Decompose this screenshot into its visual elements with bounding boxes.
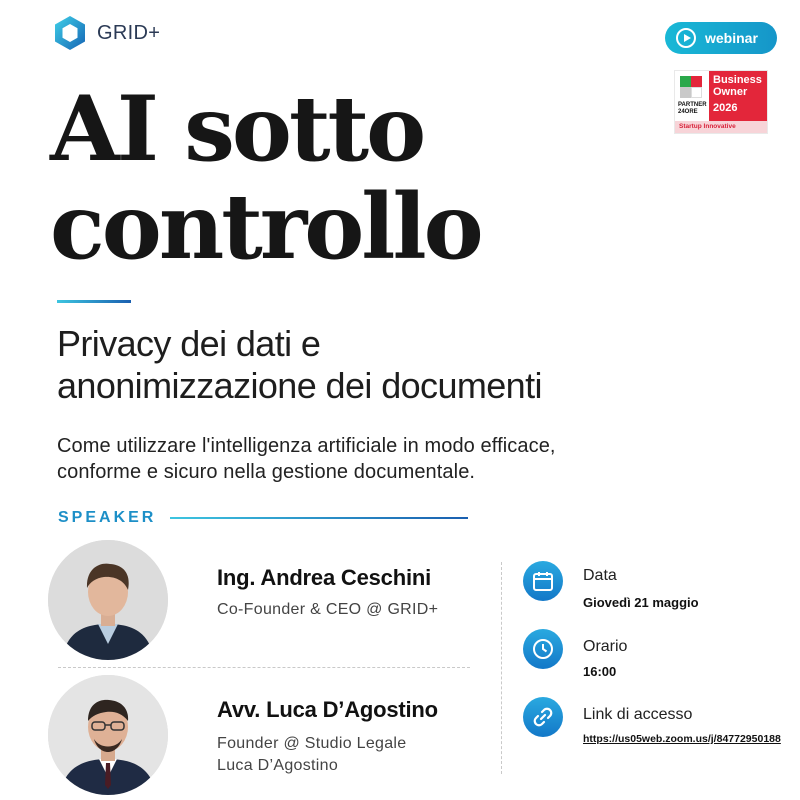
description	[57, 433, 556, 485]
main-title	[50, 76, 481, 280]
date-value: Giovedì 21 maggio	[583, 595, 699, 610]
accent-divider	[57, 300, 131, 303]
brand-logo[interactable]	[51, 14, 160, 52]
date-label: Data	[583, 567, 617, 584]
partner-mark-icon	[680, 76, 702, 98]
hexagon-logo-icon	[51, 14, 89, 52]
partner-small-text: PARTNER 24ORE	[678, 102, 707, 115]
subtitle-line2: anonimizzazione dei documenti	[57, 365, 542, 406]
partner-title-line1: Business	[713, 74, 762, 86]
webinar-badge	[665, 22, 777, 54]
subtitle	[57, 323, 542, 407]
speaker-role	[217, 599, 438, 621]
speaker-photo-avatar	[48, 675, 168, 795]
partner-title-line2: Owner	[713, 86, 748, 98]
calendar-icon	[523, 561, 563, 601]
speaker-name: Avv. Luca D’Agostino	[217, 697, 438, 722]
link-icon	[523, 697, 563, 737]
speaker-heading	[58, 509, 468, 527]
speaker-photo-avatar	[48, 540, 168, 660]
speaker-heading-rule	[170, 517, 468, 519]
clock-icon	[523, 629, 563, 669]
time-label: Orario	[583, 638, 628, 655]
partner-footer: Startup Innovative	[675, 121, 767, 133]
description-line2: conforme e sicuro nella gestione documentale.	[57, 461, 476, 483]
partner-year: 2026	[713, 102, 738, 114]
description-line1: Come utilizzare l'intelligenza artificiale in modo efficace,	[57, 435, 556, 457]
speaker-separator	[58, 667, 470, 668]
speaker-role	[217, 733, 407, 777]
link-label: Link di accesso	[583, 706, 693, 723]
speaker-role-line1: Co-Founder & CEO @ GRID+	[217, 601, 439, 618]
zoom-link[interactable]: https://us05web.zoom.us/j/84772950188	[583, 733, 781, 745]
play-circle-icon	[676, 28, 696, 48]
time-value: 16:00	[583, 664, 617, 679]
speaker-name: Ing. Andrea Ceschini	[217, 565, 432, 590]
speaker-heading-label: SPEAKER	[58, 509, 157, 526]
info-separator	[501, 562, 502, 774]
subtitle-line1: Privacy dei dati e	[57, 323, 321, 364]
main-title-line1: AI sotto	[50, 76, 424, 182]
main-title-line2: controllo	[50, 174, 481, 280]
partner-24ore-badge	[674, 70, 768, 134]
speaker-role-line1: Founder @ Studio Legale	[217, 735, 407, 752]
logo-text: GRID+	[97, 21, 161, 44]
speaker-role-line2: Luca D’Agostino	[217, 757, 339, 774]
webinar-label: webinar	[705, 30, 758, 46]
